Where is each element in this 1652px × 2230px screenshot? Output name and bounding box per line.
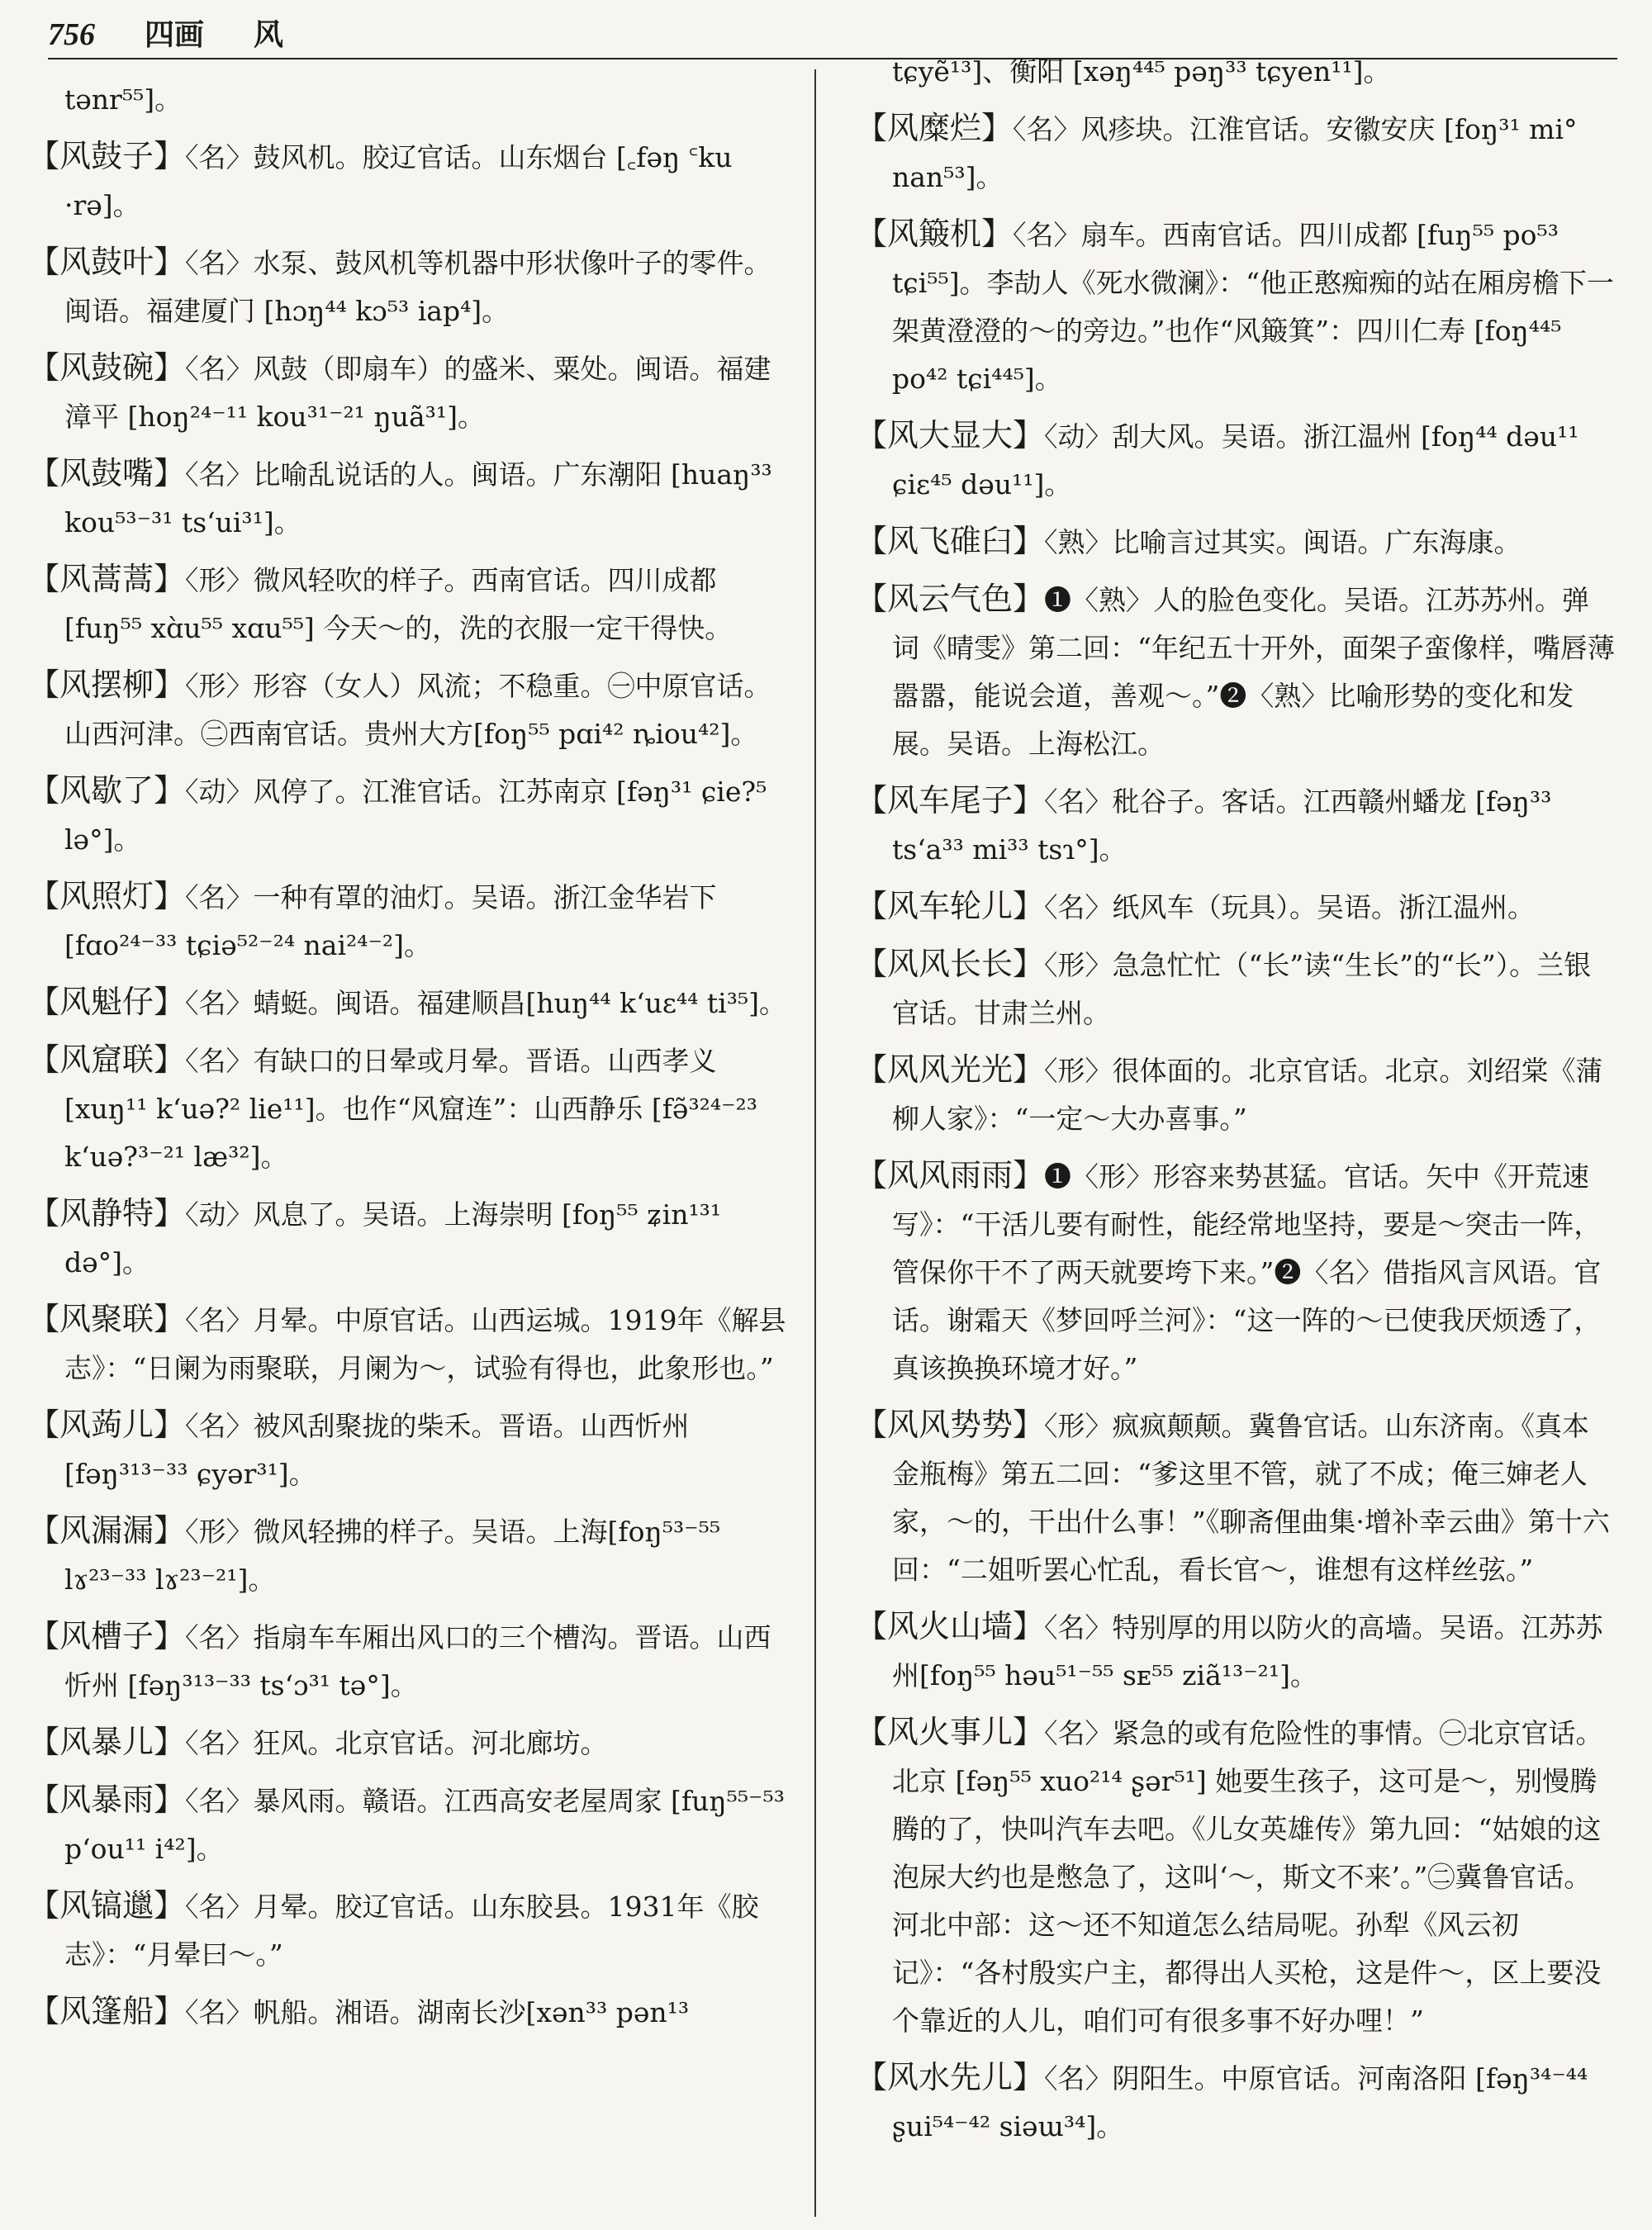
dictionary-entry	[28, 766, 788, 864]
headword: 【风魁仔】	[28, 984, 186, 1020]
dictionary-entry	[28, 555, 788, 652]
entry-definition: 〈名〉秕谷子。客话。江西赣州蟠龙 [fəŋ³³ ts‘a³³ mi³³ tsɿ°]。	[892, 785, 1552, 866]
entry-definition: 〈形〉急急忙忙（“长”读“生长”的“长”）。兰银官话。甘肃兰州。	[892, 949, 1592, 1029]
entry-definition: 〈名〉有缺口的日晕或月晕。晋语。山西孝义 [xuŋ¹¹ k‘uə?² lie¹¹]。也作“风窟连”：山西静乐 [fə̃³²⁴⁻²³ k‘uə?³⁻²¹ læ³²]。	[64, 1045, 758, 1173]
entry-definition: tɕyẽ¹³]、衡阳 [xəŋ⁴⁴⁵ pəŋ³³ tɕyen¹¹]。	[892, 55, 1391, 88]
dictionary-entry	[28, 238, 788, 335]
entry-definition: 〈名〉蜻蜓。闽语。福建顺昌[huŋ⁴⁴ k‘uɛ⁴⁴ ti³⁵]。	[185, 987, 787, 1019]
entry-definition: 〈名〉指扇车车厢出风口的三个槽沟。晋语。山西忻州 [fəŋ³¹³⁻³³ ts‘ɔ³¹ tə°]。	[64, 1621, 771, 1701]
entry-definition: 〈名〉风鼓（即扇车）的盛米、粟处。闽语。福建漳平 [hoŋ²⁴⁻¹¹ kou³¹⁻²¹ ŋuã³¹]。	[64, 353, 771, 433]
dictionary-entry	[856, 2053, 1616, 2151]
right-column	[856, 48, 1616, 2159]
dictionary-entry	[856, 210, 1616, 403]
entry-definition: 〈形〉形容（女人）风流；不稳重。㊀中原官话。山西河津。㊁西南官话。贵州大方[foŋ⁵⁵ pɑi⁴² ȵiou⁴²]。	[64, 670, 771, 750]
dictionary-entry	[856, 48, 1616, 96]
entry-definition: 〈名〉扇车。西南官话。四川成都 [fuŋ⁵⁵ po⁵³ tɕi⁵⁵]。李劼人《死水微澜》：“他正憨痴痴的站在厢房檐下一架黄澄澄的～的旁边。”也作“风簸箕”：四川仁寿 [foŋ⁴⁴⁵ po⁴² tɕi⁴⁴⁵]。	[892, 219, 1615, 395]
dictionary-entry	[28, 1718, 788, 1767]
entry-definition: 〈名〉一种有罩的油灯。吴语。浙江金华岩下 [fɑo²⁴⁻³³ tɕiə⁵²⁻²⁴ nai²⁴⁻²]。	[64, 881, 717, 961]
headword: 【风蒟儿】	[28, 1407, 186, 1443]
headword: 【风漏漏】	[28, 1512, 186, 1549]
headword: 【风篷船】	[28, 1993, 186, 2029]
dictionary-entry	[28, 344, 788, 441]
entry-definition: 〈名〉月晕。中原官话。山西运城。1919年《解县志》：“日阑为雨聚联，月阑为～，试验有得也，此象形也。”	[64, 1304, 786, 1384]
headword: 【风车轮儿】	[856, 888, 1045, 924]
entry-definition: 〈名〉鼓风机。胶辽官话。山东烟台 [꜀fəŋ ꜂ku ·rə]。	[64, 141, 733, 221]
entry-definition: 〈名〉月晕。胶辽官话。山东胶县。1931年《胶志》：“月晕曰～。”	[64, 1891, 759, 1971]
dictionary-entry	[28, 1401, 788, 1498]
dictionary-entry	[28, 1776, 788, 1873]
entry-definition: 〈形〉疯疯颠颠。冀鲁官话。山东济南。《真本金瓶梅》第五二回：“爹这里不管，就了不成；俺三婶老人家，～的，干出什么事！”《聊斋俚曲集·增补幸云曲》第十六回：“二姐听罢心忙乱，看长官～，谁想有这样丝弦。”	[892, 1410, 1610, 1586]
headword: 【风静特】	[28, 1195, 186, 1231]
dictionary-entry	[28, 661, 788, 758]
headword: 【风飞碓臼】	[856, 523, 1045, 559]
dictionary-entry	[856, 1401, 1616, 1594]
entry-definition: 〈名〉狂风。北京官话。河北廊坊。	[185, 1727, 608, 1759]
headword: 【风簸机】	[856, 216, 1014, 252]
headword: 【风鼓嘴】	[28, 455, 186, 491]
headword: 【风火事儿】	[856, 1714, 1045, 1750]
entry-definition: 〈名〉暴风雨。赣语。江西高安老屋周家 [fuŋ⁵⁵⁻⁵³ p‘ou¹¹ i⁴²]。	[64, 1785, 785, 1865]
headword: 【风摆柳】	[28, 667, 186, 703]
headword: 【风风长长】	[856, 946, 1045, 982]
dictionary-entry	[856, 776, 1616, 874]
dictionary-entry	[28, 1189, 788, 1287]
headword: 【风暴雨】	[28, 1782, 186, 1818]
headword: 【风车尾子】	[856, 782, 1045, 818]
headword: 【风窟联】	[28, 1041, 186, 1078]
dictionary-entry	[28, 1506, 788, 1604]
dictionary-entry	[856, 1151, 1616, 1393]
dictionary-entry	[28, 1036, 788, 1181]
entry-definition: ❶〈熟〉人的脸色变化。吴语。江苏苏州。弹词《晴雯》第二回：“年纪五十开外，面架子蛮像样，嘴唇薄嚣嚣，能说会道，善观～。”❷〈熟〉比喻形势的变化和发展。吴语。上海松江。	[892, 584, 1615, 760]
entry-definition: 〈形〉微风轻拂的样子。吴语。上海[foŋ⁵³⁻⁵⁵ lɤ²³⁻³³ lɤ²³⁻²¹]。	[64, 1516, 721, 1596]
headword: 【风风光光】	[856, 1051, 1045, 1088]
dictionary-entry	[856, 104, 1616, 202]
headword: 【风镐邋】	[28, 1887, 186, 1924]
entry-definition: 〈动〉风停了。江淮官话。江苏南京 [fəŋ³¹ ɕie?⁵ lə°]。	[64, 776, 767, 856]
headword: 【风歇了】	[28, 772, 186, 809]
entry-definition: 〈形〉很体面的。北京官话。北京。刘绍棠《蒲柳人家》：“一定～大办喜事。”	[892, 1055, 1603, 1135]
dictionary-entry	[28, 1295, 788, 1393]
dictionary-entry	[856, 1708, 1616, 2045]
headword: 【风火山墙】	[856, 1608, 1045, 1644]
entry-definition: 〈名〉风疹块。江淮官话。安徽安庆 [foŋ³¹ mi° nan⁵³]。	[892, 113, 1578, 193]
entry-definition: 〈熟〉比喻言过其实。闽语。广东海康。	[1044, 526, 1521, 558]
radical-label: 风	[254, 17, 284, 52]
entry-definition: 〈形〉微风轻吹的样子。西南官话。四川成都 [fuŋ⁵⁵ xɑ̀u⁵⁵ xɑu⁵⁵] 今天～的，洗的衣服一定干得快。	[64, 564, 733, 644]
headword: 【风鼓叶】	[28, 244, 186, 280]
dictionary-entry	[28, 1612, 788, 1710]
headword: 【风糜烂】	[856, 110, 1014, 146]
headword: 【风鼓子】	[28, 138, 186, 174]
page-number: 756	[48, 17, 95, 52]
entry-definition: 〈名〉被风刮聚拢的柴禾。晋语。山西忻州 [fəŋ³¹³⁻³³ ɕyər³¹]。	[64, 1410, 690, 1490]
dictionary-entry	[856, 575, 1616, 768]
dictionary-entry	[856, 1046, 1616, 1143]
entry-definition: 〈名〉帆船。湘语。湖南长沙[xən³³ pən¹³	[185, 1996, 690, 2028]
headword: 【风聚联】	[28, 1301, 186, 1337]
entry-definition: 〈名〉紧急的或有危险性的事情。㊀北京官话。北京 [fəŋ⁵⁵ xuo²¹⁴ ʂər⁵¹] 她要生孩子，这可是～，别慢腾腾的了，快叫汽车去吧。《儿女英雄传》第九回：“姑娘的这泡尿大约也是憋急了，这叫‘～，斯文不来’。”㊁冀鲁官话。河北中部：这～还不知道怎么结局呢。孙犁《风云初记》：“各村殷实户主，都得出人买枪，这是件～，区上要没个靠近的人儿，咱们可有很多事不好办哩！”	[892, 1717, 1603, 2037]
entry-definition: 〈动〉风息了。吴语。上海崇明 [foŋ⁵⁵ ʑin¹³¹ də°]。	[64, 1198, 722, 1279]
dictionary-entry	[856, 940, 1616, 1037]
dictionary-entry	[28, 449, 788, 547]
entry-definition: 〈名〉纸风车（玩具）。吴语。浙江温州。	[1044, 891, 1536, 923]
dictionary-entry	[856, 517, 1616, 567]
dictionary-entry	[28, 1881, 788, 1979]
dictionary-entry	[28, 872, 788, 970]
entry-definition: ❶〈形〉形容来势甚猛。官话。矢中《开荒速写》：“干活儿要有耐性，能经常地坚持，要是～突击一阵，管保你干不了两天就要垮下来。”❷〈名〉借指风言风语。官话。谢霜天《梦回呼兰河》：“这一阵的～已使我厌烦透了，真该换换环境才好。”	[892, 1160, 1602, 1384]
entry-definition: 〈名〉水泵、鼓风机等机器中形状像叶子的零件。闽语。福建厦门 [hɔŋ⁴⁴ kɔ⁵³ iap⁴]。	[64, 247, 771, 327]
headword: 【风鼓碗】	[28, 349, 186, 386]
dictionary-entry	[28, 1987, 788, 2037]
headword: 【风水先儿】	[856, 2059, 1045, 2095]
headword: 【风照灯】	[28, 878, 186, 914]
dictionary-entry	[856, 1602, 1616, 1700]
dictionary-entry	[28, 76, 788, 124]
headword: 【风槽子】	[28, 1618, 186, 1654]
headword: 【风蒿蒿】	[28, 561, 186, 597]
section-label: 四画	[145, 17, 205, 52]
page-header	[48, 12, 283, 64]
headword: 【风风势势】	[856, 1407, 1045, 1443]
dictionary-entry	[28, 978, 788, 1027]
entry-definition: 〈名〉特别厚的用以防火的高墙。吴语。江苏苏州[foŋ⁵⁵ həu⁵¹⁻⁵⁵ sᴇ⁵⁵ ziã¹³⁻²¹]。	[892, 1611, 1603, 1691]
dictionary-entry	[28, 132, 788, 230]
entry-definition: 〈动〉刮大风。吴语。浙江温州 [foŋ⁴⁴ dəu¹¹ ɕiɛ⁴⁵ dəu¹¹]。	[892, 420, 1579, 501]
headword: 【风暴儿】	[28, 1724, 186, 1760]
column-divider	[814, 69, 816, 2217]
entry-definition: tənr⁵⁵]。	[64, 83, 183, 116]
headword: 【风风雨雨】	[856, 1157, 1045, 1193]
entry-definition: 〈名〉比喻乱说话的人。闽语。广东潮阳 [huaŋ³³ kou⁵³⁻³¹ ts‘ui³¹]。	[64, 458, 772, 539]
headword: 【风大显大】	[856, 417, 1045, 453]
entry-definition: 〈名〉阴阳生。中原官话。河南洛阳 [fəŋ³⁴⁻⁴⁴ ʂui⁵⁴⁻⁴² siəɯ³⁴]。	[892, 2062, 1588, 2142]
dictionary-entry	[856, 882, 1616, 932]
dictionary-entry	[856, 411, 1616, 509]
left-column	[28, 76, 788, 2045]
headword: 【风云气色】	[856, 581, 1045, 617]
